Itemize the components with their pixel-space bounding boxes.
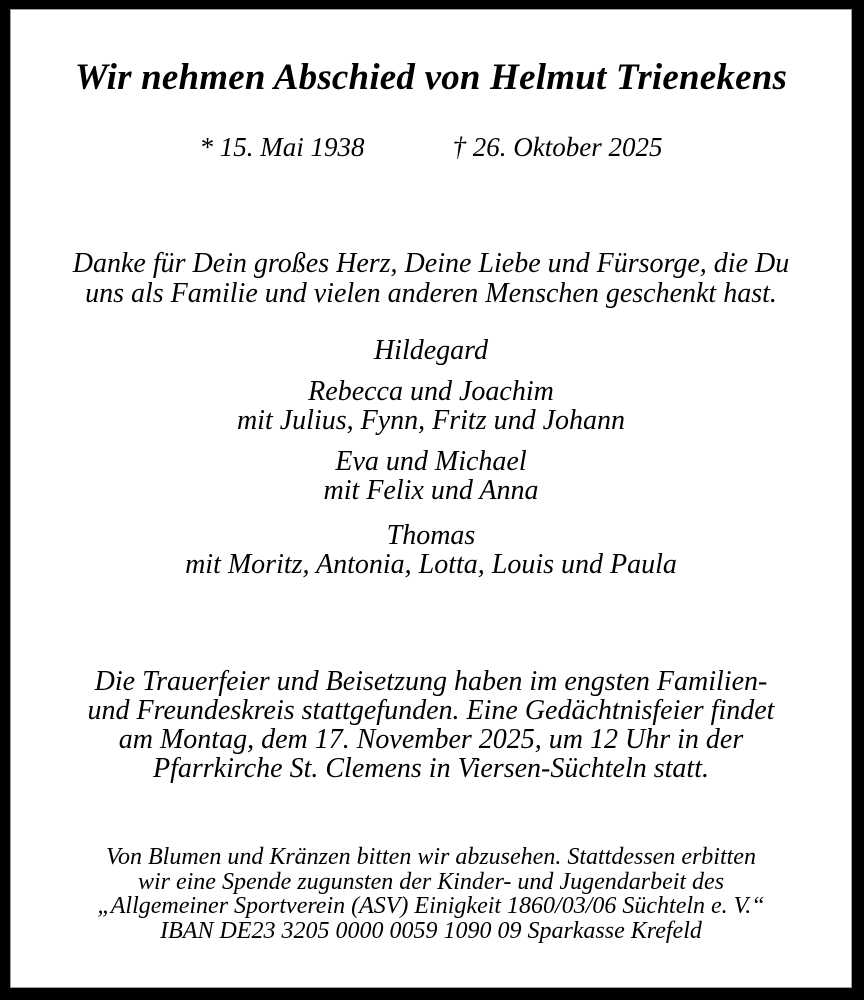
notice-title: Wir nehmen Abschied von Helmut Trienekens <box>74 57 788 98</box>
memorial-line-1: Die Trauerfeier und Beisetzung haben im engsten Familien- <box>94 666 768 697</box>
mourner-group-rebecca-joachim <box>11 377 851 435</box>
memorial-line-2: und Freundeskreis stattgefunden. Eine Gedächtnisfeier findet <box>87 695 775 726</box>
mourner-names: Thomas <box>386 520 476 551</box>
donation-line-1: Von Blumen und Kränzen bitten wir abzusehen. Stattdessen erbitten <box>106 844 756 870</box>
mourner-group-thomas <box>11 521 851 579</box>
mourner-group-hildegard <box>11 336 851 365</box>
tribute-line-2: uns als Familie und vielen anderen Menschen geschenkt hast. <box>85 278 777 309</box>
memorial-line-4: Pfarrkirche St. Clemens in Viersen-Süchteln statt. <box>152 753 709 784</box>
born-star-symbol: * <box>199 132 213 162</box>
death-date-text: 26. Oktober 2025 <box>472 132 663 162</box>
death-date <box>453 132 663 162</box>
donation-iban-line: IBAN DE23 3205 0000 0059 1090 09 Sparkasse Krefeld <box>160 917 702 944</box>
mourner-children: mit Moritz, Antonia, Lotta, Louis und Paula <box>185 549 677 580</box>
memorial-line-3: am Montag, dem 17. November 2025, um 12 Uhr in der <box>118 724 744 755</box>
life-dates-row <box>11 132 851 162</box>
tribute-line-1: Danke für Dein großes Herz, Deine Liebe und Fürsorge, die Du <box>72 248 790 279</box>
mourner-children: mit Julius, Fynn, Fritz und Johann <box>236 405 626 436</box>
donation-line-3: „Allgemeiner Sportverein (ASV) Einigkeit 1860/03/06 Süchteln e. V.“ <box>97 893 765 919</box>
birth-date <box>200 132 365 162</box>
donation-line-2: wir eine Spende zugunsten der Kinder- und Jugendarbeit des <box>137 868 725 895</box>
obituary-page <box>10 9 852 988</box>
mourner-group-eva-michael <box>11 447 851 505</box>
mourner-children: mit Felix und Anna <box>323 475 539 506</box>
birth-date-text: 15. Mai 1938 <box>219 132 365 162</box>
died-cross-symbol: † <box>452 132 466 162</box>
memorial-service-paragraph <box>11 667 851 783</box>
donation-request-paragraph <box>11 845 851 943</box>
mourner-names: Rebecca und Joachim <box>308 376 554 407</box>
mourner-names: Hildegard <box>373 335 489 366</box>
mourner-names: Eva und Michael <box>335 446 527 477</box>
tribute-paragraph <box>11 249 851 309</box>
